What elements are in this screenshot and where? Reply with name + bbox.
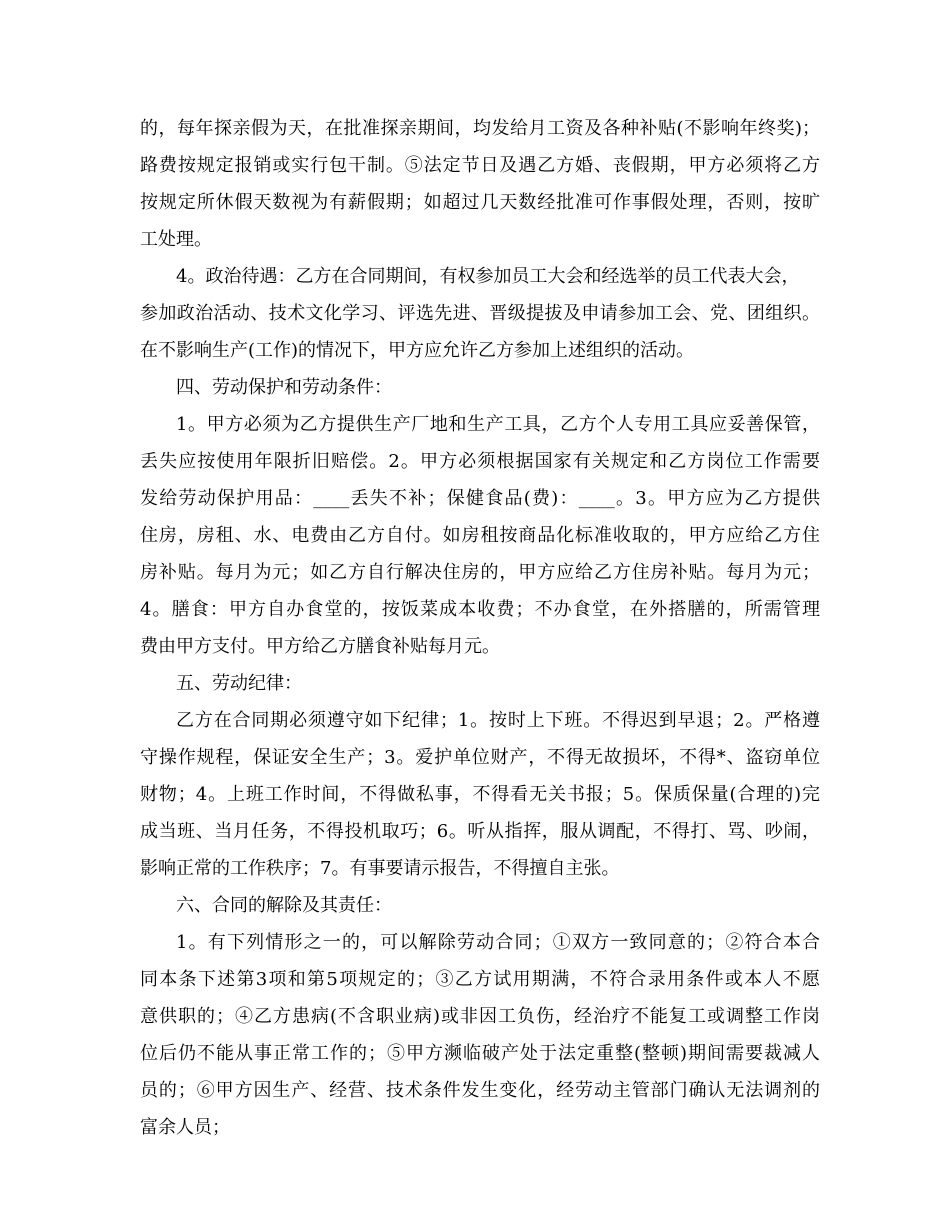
section-heading: 六、合同的解除及其责任： <box>176 895 392 916</box>
paragraph-line: 富余人员； <box>140 1117 230 1138</box>
paragraph-line: 守操作规程，保证安全生产；3。爱护单位财产，不得无故损坏，不得*、盗窃单位 <box>140 747 820 768</box>
paragraph-line: 员的；⑥甲方因生产、经营、技术条件发生变化，经劳动主管部门确认无法调剂的 <box>140 1080 820 1101</box>
paragraph-line: 丢失应按使用年限折旧赔偿。2。甲方必须根据国家有关规定和乙方岗位工作需要 <box>140 451 820 472</box>
section-heading: 五、劳动纪律： <box>176 673 302 694</box>
paragraph-line: 1。有下列情形之一的，可以解除劳动合同；①双方一致同意的；②符合本合 <box>176 932 820 953</box>
paragraph-line: 意供职的；④乙方患病(不含职业病)或非因工负伤，经治疗不能复工或调整工作岗 <box>140 1006 820 1027</box>
paragraph-line: 4。政治待遇：乙方在合同期间，有权参加员工大会和经选举的员工代表大会， <box>176 266 800 287</box>
paragraph-line: 工处理。 <box>140 229 212 250</box>
paragraph-line: 住房，房租、水、电费由乙方自付。如房租按商品化标准收取的，甲方应给乙方住 <box>140 525 820 546</box>
paragraph-line: 乙方在合同期必须遵守如下纪律；1。按时上下班。不得迟到早退；2。严格遵 <box>176 710 820 731</box>
paragraph-line: 4。膳食：甲方自办食堂的，按饭菜成本收费；不办食堂，在外搭膳的，所需管理 <box>140 599 820 620</box>
paragraph-line: 影响正常的工作秩序；7。有事要请示报告，不得擅自主张。 <box>140 858 620 879</box>
paragraph-line: 财物；4。上班工作时间，不得做私事，不得看无关书报；5。保质保量(合理的)完 <box>140 784 820 805</box>
section-heading: 四、劳动保护和劳动条件： <box>176 377 392 398</box>
paragraph-line: 1。甲方必须为乙方提供生产厂地和生产工具，乙方个人专用工具应妥善保管， <box>176 414 820 435</box>
paragraph-line: 成当班、当月任务，不得投机取巧；6。听从指挥，服从调配，不得打、骂、吵闹， <box>140 821 820 842</box>
paragraph-line: 发给劳动保护用品：____丢失不补；保健食品(费)：____。3。甲方应为乙方提供 <box>140 488 820 509</box>
paragraph-line: 同本条下述第3项和第5项规定的；③乙方试用期满，不符合录用条件或本人不愿 <box>140 969 820 990</box>
paragraph-line: 参加政治活动、技术文化学习、评选先进、晋级提拔及申请参加工会、党、团组织。 <box>140 303 820 324</box>
paragraph-line: 的，每年探亲假为天，在批准探亲期间，均发给月工资及各种补贴(不影响年终奖)； <box>140 118 820 139</box>
paragraph-line: 在不影响生产(工作)的情况下，甲方应允许乙方参加上述组织的活动。 <box>140 340 695 361</box>
paragraph-line: 房补贴。每月为元；如乙方自行解决住房的，甲方应给乙方住房补贴。每月为元； <box>140 562 820 583</box>
paragraph-line: 路费按规定报销或实行包干制。⑤法定节日及遇乙方婚、丧假期，甲方必须将乙方 <box>140 155 820 176</box>
paragraph-line: 费由甲方支付。甲方给乙方膳食补贴每月元。 <box>140 636 500 657</box>
paragraph-line: 位后仍不能从事正常工作的；⑤甲方濒临破产处于法定重整(整顿)期间需要裁减人 <box>140 1043 820 1064</box>
paragraph-line: 按规定所休假天数视为有薪假期；如超过几天数经批准可作事假处理，否则，按旷 <box>140 192 820 213</box>
